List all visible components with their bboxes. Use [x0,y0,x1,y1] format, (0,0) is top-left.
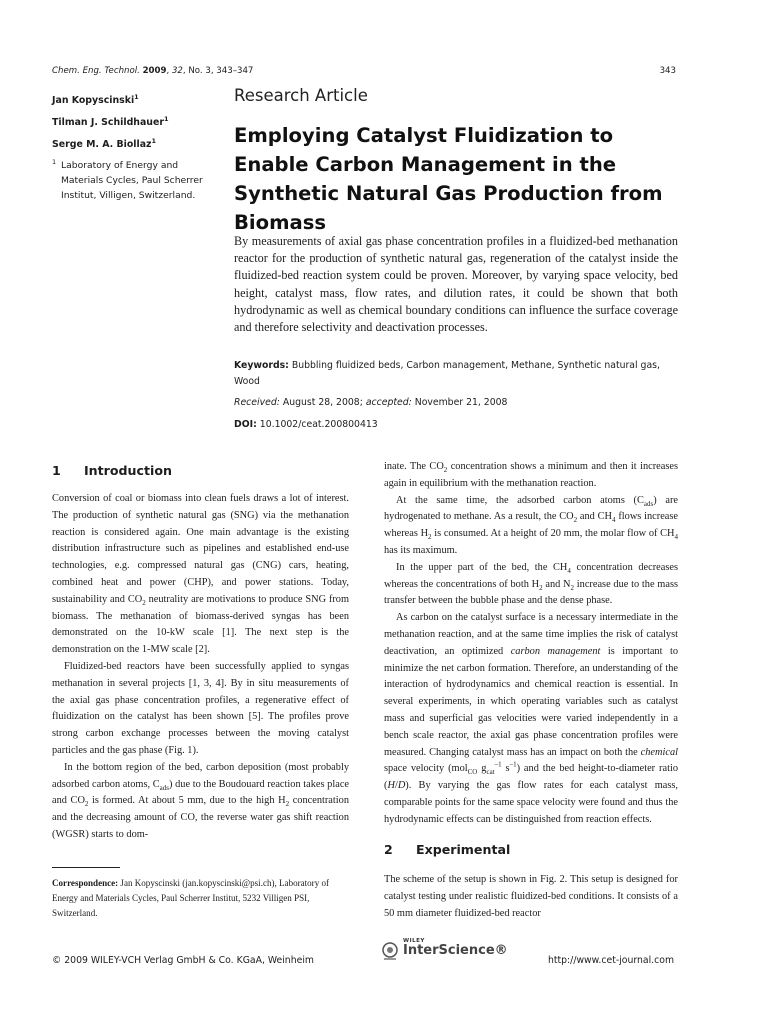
abstract: By measurements of axial gas phase concentration profiles in a fluidized-bed methanation reactor for the production of synthetic natural gas, regeneration of the catalyst inside the fluidized-bed reaction system could be proven. Moreover, by varying space velocity, bed height, catalyst mass, flow rates, and dilution rates, it could be shown that both hydrodynamic as well as chemical boundary conditions can influence the surface coverage and therefore selectivity and deactivation processes. [234,234,678,335]
article-title: Employing Catalyst Fluidization to Enable Carbon Management in the Synthetic Natural Gas Production from Biomass [234,124,663,234]
copyright: © 2009 WILEY-VCH Verlag GmbH & Co. KGaA, Weinheim [52,955,314,966]
intro-column-left [52,491,349,844]
paragraph: As carbon on the catalyst surface is a necessary intermediate in the methanation reaction, and at the same time implies the risk of catalyst deactivation, an optimized carbon management is important to minimize the net carbon formation. Therefore, an understanding of the interaction of hydrodynamics and chemical reaction is essential. In several experiments, in which operating variables such as catalyst mass and superficial gas velocities were varied independently in a bench scale reactor, the axial gas phase concentration profiles were measured. Changing catalyst mass has an impact on both the chemical space velocity (mol$_{CO}$ $g_{cat}^{-1}$ $s^{-1}$) and the bed height-to-diameter ratio (H/D). By varying the gas flow rates for each catalyst mass, comparable points for the same space velocity were found and thus the hydrodynamic effects can be distinguished from reaction effects. [384,612,678,825]
correspondence-label: Correspondence: [52,878,119,888]
author-name: Tilman J. Schildhauer$^1$ [52,115,169,129]
journal-url[interactable]: http://www.cet-journal.com [547,955,674,966]
author-name: Serge M. A. Biollaz$^1$ [52,137,157,151]
paragraph: In the bottom region of the bed, carbon deposition (most probably adsorbed carbon atoms, $C_{ads}$) due to the Boudouard reaction takes place and $CO_2$ is formed. At about 5 mm, due to the high $H_2$ concentration and the decreasing amount of CO, the reverse water gas shift reaction (WGSR) starts to dom- [52,761,350,840]
affiliation-mark: 1 [52,158,57,166]
correspondence-text: Jan Kopyscinski (jan.kopyscinski@psi.ch), Laboratory of Energy and Materials Cycles, Paul Scherrer Institut, 5232 Villigen PSI, Switzerland. [52,878,330,918]
journal-year: 2009 [142,66,167,76]
keywords [234,358,678,389]
correspondence [52,876,349,921]
interscience-logo [381,938,508,968]
page-number: 343 [659,66,676,76]
logo-interscience-text: InterScience® [403,943,508,958]
logo-emblem-icon [381,939,401,965]
affiliation [52,158,217,203]
section-heading: 2 Experimental [384,842,511,857]
dates: Received: August 28, 2008; accepted: November 21, 2008 [234,397,508,408]
paragraph: In the upper part of the bed, the $CH_4$ concentration decreases whereas the concentrations of both $H_2$ and $N_2$ increase due to the mass transfer between the bubble phase and the dense phase. [384,561,678,607]
intro-column-right [384,459,678,829]
logo-wiley-text: WILEY [403,938,425,944]
keywords-text: Bubbling fluidized beds, Carbon management, Methane, Synthetic natural gas, Wood [234,360,660,387]
affiliation-text: Laboratory of Energy and Materials Cycles, Paul Scherrer Institut, Villigen, Switzerland. [61,160,203,201]
author-name: Jan Kopyscinski$^1$ [52,93,139,107]
paragraph: At the same time, the adsorbed carbon atoms $(C_{ads})$ are hydrogenated to methane. As a result, the $CO_2$ and $CH_4$ flows increase whereas $H_2$ is consumed. At a height of 20 mm, the molar flow of $CH_4$ has its maximum. [384,494,678,556]
article-type: Research Article [234,86,368,105]
journal-volume: 32 [171,66,183,76]
doi-link[interactable]: 10.1002/ceat.200800413 [259,419,378,430]
journal-issue-pages: , No. 3, 343–347 [182,66,254,76]
experimental-text: The scheme of the setup is shown in Fig. 2. This setup is designed for catalyst testing under realistic fluidized-bed conditions. It consists of a 50 mm diameter fluidized-bed reactor [384,874,678,919]
paragraph: Conversion of coal or biomass into clean fuels draws a lot of interest. The production of synthetic natural gas (SNG) via the methanation reaction is considered again. One main advantage is the existing distribution infrastructure such as pipelines and established end-use technologies, e.g. compressed natural gas (CNG) cars, heating, combined heat and power (CHP), and power stations. Today, sustainability and $CO_2$ neutrality are motivations to produce SNG from biomass. The methanation of biomass-derived syngas has been demonstrated on the 10-kW scale [1]. The next step is the demonstration on the 1-MW scale [2]. [52,493,350,656]
paragraph: Fluidized-bed reactors have been successfully applied to syngas methanation in several projects [1, 3, 4]. By in situ measurements of the axial gas phase concentration profiles, a regenerative effect of fluidization on the catalyst has been shown [5]. The profiles prove strong carbon exchange processes between the moving catalyst particles and the gas phase (Fig. 1). [52,660,349,756]
footnote-divider [52,867,120,868]
doi [234,419,378,430]
keywords-label: Keywords: [234,360,289,371]
journal-reference: Chem. Eng. Technol. 2009, 32, No. 3, 343–347 [52,66,254,76]
section-heading: 1 Introduction [52,463,172,478]
paragraph: inate. The $CO_2$ concentration shows a minimum and then it increases again in equilibrium with the methanation reaction. [384,461,679,489]
journal-abbrev: Chem. Eng. Technol. [52,66,140,76]
doi-label: DOI: [234,419,257,430]
author-list [52,88,222,154]
